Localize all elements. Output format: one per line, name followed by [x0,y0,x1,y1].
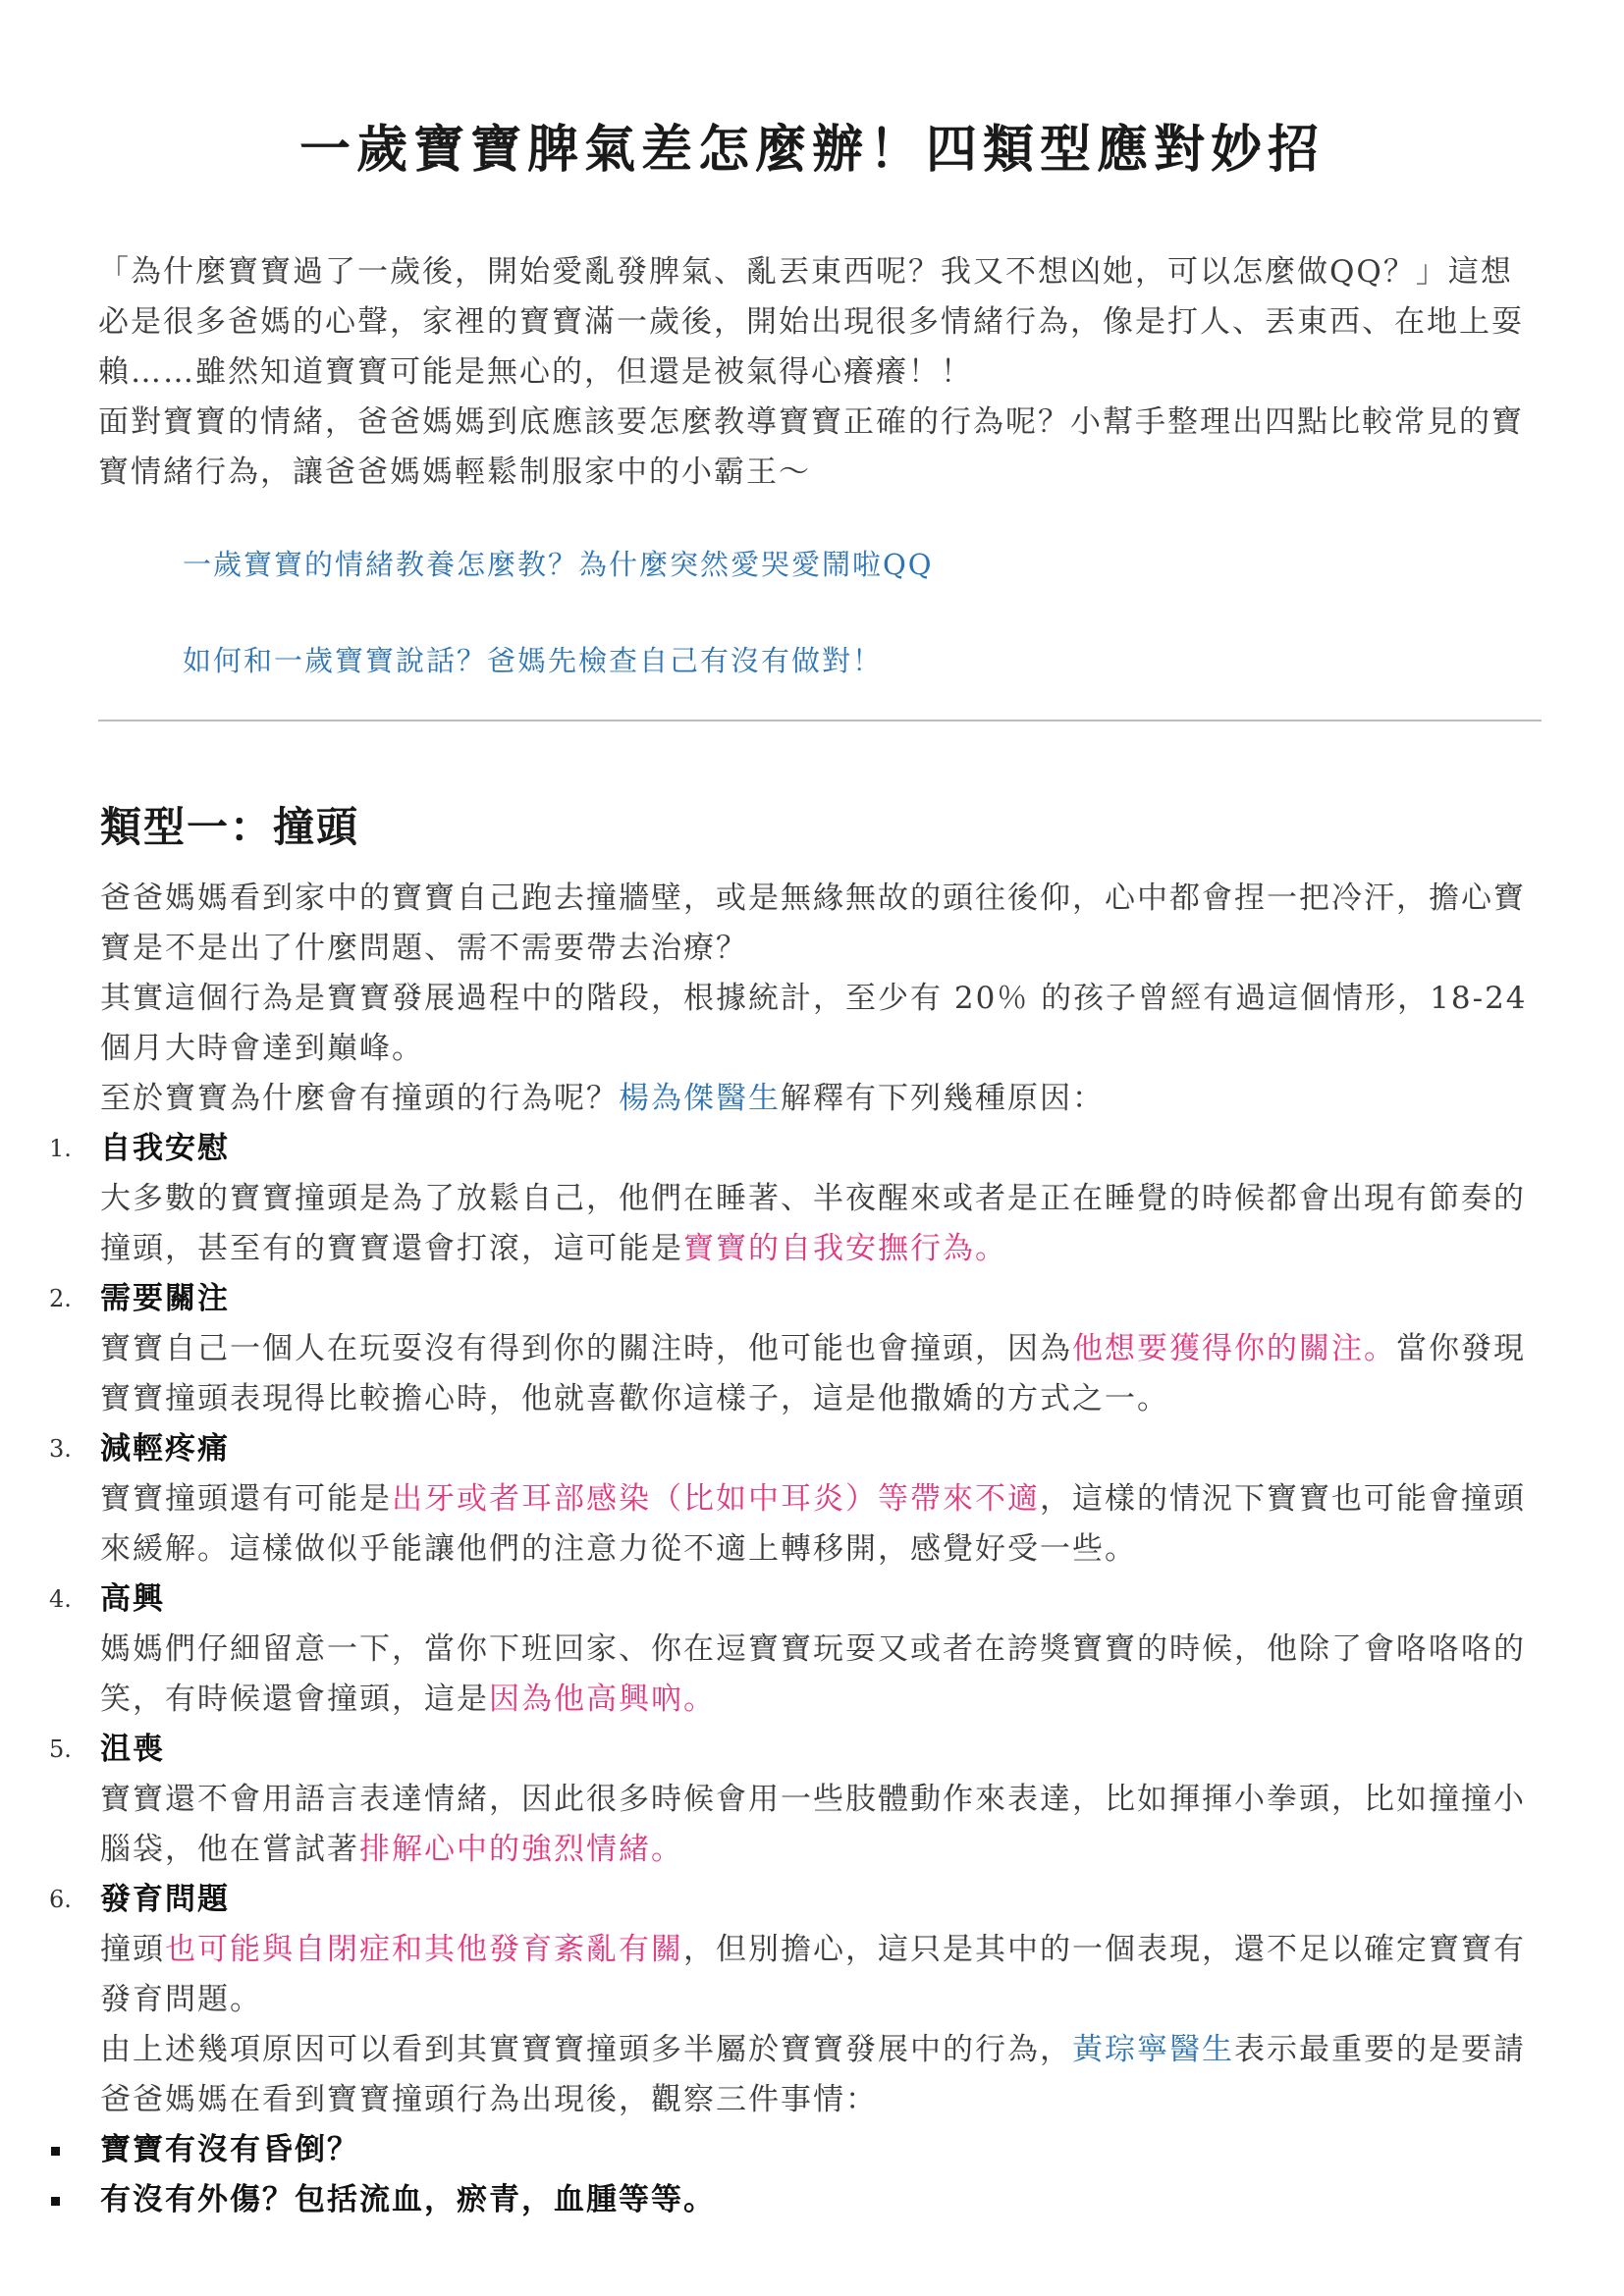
section-body [0,874,1624,2225]
body-paragraph: 爸爸媽媽看到家中的寶寶自己跑去撞牆壁，或是無緣無故的頭往後仰，心中都會捏一把冷汗，擔心寶寶是不是出了什麼問題、需不需要帶去治療？ [100,881,1526,966]
paragraph-text: 解釋有下列幾種原因： [781,1081,1105,1116]
reason-item-title [49,1424,1542,1474]
related-article-link[interactable]: 一歲寶寶的情緒教養怎麼教？為什麼突然愛哭愛鬧啦QQ [183,548,934,581]
item-title-text: 減輕疼痛 [100,1431,230,1467]
item-title-text: 需要關注 [100,1281,230,1316]
bullet-text: 寶寶有沒有昏倒？ [100,2132,359,2167]
paragraph-text: 表示最重要的是要請爸爸媽媽在看到寶寶撞頭行為出現後，觀察三件事情： [100,2032,1526,2117]
item-title-text: 沮喪 [100,1732,165,1767]
intro-paragraph: 「為什麼寶寶過了一歲後，開始愛亂發脾氣、亂丟東西呢？我又不想凶她，可以怎麼做QQ？」這想必是很多爸媽的心聲，家裡的寶寶滿一歲後，開始出現很多情緒行為，像是打人、丟東西、在地上耍賴……雖然知道寶寶可能是無心的，但還是被氣得心癢癢！！ [98,254,1524,390]
item-text: 大多數的寶寶撞頭是為了放鬆自己，他們在睡著、半夜醒來或者是正在睡覺的時候都會出現有節奏的撞頭，甚至有的寶寶還會打滾，這可能是 [100,1181,1526,1266]
reason-item-text [100,1625,1542,1725]
section-divider [98,720,1542,721]
item-text: 撞頭 [100,1932,165,1967]
item-number: 5. [49,1735,72,1763]
item-text: ，但別擔心，這只是其中的一個表現，還不足以確定寶寶有發育問題。 [100,1932,1526,2017]
reason-item-text [100,1925,1542,2025]
square-bullet-icon [51,2147,60,2156]
reason-item-text [100,1324,1542,1424]
body-paragraph: 其實這個行為是寶寶發展過程中的階段，根據統計，至少有 20％ 的孩子曾經有過這個情形，18-24 個月大時會達到巔峰。 [100,981,1528,1066]
item-text: 寶寶撞頭還有可能是 [100,1481,392,1517]
reason-item-text [100,1775,1542,1875]
checklist-bullet [100,2125,1542,2175]
highlight-text: 寶寶的自我安撫行為。 [683,1231,1007,1266]
checklist-bullet [100,2175,1542,2225]
item-number: 2. [49,1285,72,1312]
reason-item-title [49,1875,1542,1925]
reason-item-title [49,1274,1542,1324]
item-number: 4. [49,1585,72,1613]
highlight-text: 因為他高興吶。 [489,1682,716,1717]
reason-item-title [49,1124,1542,1174]
square-bullet-icon [51,2197,60,2206]
body-paragraph [100,1074,1542,1124]
bullet-text: 有沒有外傷？包括流血，瘀青，血腫等等。 [100,2182,716,2217]
item-title-text: 高興 [100,1581,165,1617]
reason-item-text [100,1174,1542,1274]
item-title-text: 自我安慰 [100,1131,230,1166]
highlight-text: 排解心中的強烈情緒。 [359,1832,683,1867]
item-text: 寶寶自己一個人在玩耍沒有得到你的關注時，他可能也會撞頭，因為 [100,1331,1072,1366]
item-text: 寶寶還不會用語言表達情緒，因此很多時候會用一些肢體動作來表達，比如揮揮小拳頭，比如撞撞小腦袋，他在嘗試著 [100,1782,1526,1867]
item-number: 6. [49,1886,72,1913]
item-text: ，這樣的情況下寶寶也可能會撞頭來緩解。這樣做似乎能讓他們的注意力從不適上轉移開，感覺好受一些。 [100,1481,1526,1567]
intro-section [98,247,1542,498]
doctor-name-link[interactable]: 楊為傑醫生 [619,1081,781,1116]
item-text: 媽媽們仔細留意一下，當你下班回家、你在逗寶寶玩耍又或者在誇獎寶寶的時候，他除了會咯咯咯的笑，有時候還會撞頭，這是 [100,1631,1526,1717]
paragraph-text: 由上述幾項原因可以看到其實寶寶撞頭多半屬於寶寶發展中的行為， [100,2032,1072,2067]
paragraph-text: 至於寶寶為什麼會有撞頭的行為呢？ [100,1081,619,1116]
reason-item-title [49,1575,1542,1625]
section-heading: 類型一：撞頭 [100,803,360,851]
related-article-link[interactable]: 如何和一歲寶寶說話？爸媽先檢查自己有沒有做對！ [183,644,884,677]
reason-item-text [100,1474,1542,1575]
highlight-text: 他想要獲得你的關注。 [1072,1331,1396,1366]
intro-paragraph: 面對寶寶的情緒，爸爸媽媽到底應該要怎麼教導寶寶正確的行為呢？小幫手整理出四點比較常見的寶寶情緒行為，讓爸爸媽媽輕鬆制服家中的小霸王～ [98,404,1524,490]
highlight-text: 也可能與自閉症和其他發育紊亂有關 [165,1932,683,1967]
body-paragraph [100,2025,1542,2125]
highlight-text: 出牙或者耳部感染（比如中耳炎）等帶來不適 [392,1481,1040,1517]
doctor-name-link[interactable]: 黃琮寧醫生 [1072,2032,1234,2067]
item-title-text: 發育問題 [100,1882,230,1917]
reason-item-title [49,1725,1542,1775]
item-number: 1. [49,1135,72,1162]
item-number: 3. [49,1435,72,1463]
item-text: 當你發現寶寶撞頭表現得比較擔心時，他就喜歡你這樣子，這是他撒嬌的方式之一。 [100,1331,1526,1416]
page-title: 一歲寶寶脾氣差怎麼辦！四類型應對妙招 [298,120,1325,180]
